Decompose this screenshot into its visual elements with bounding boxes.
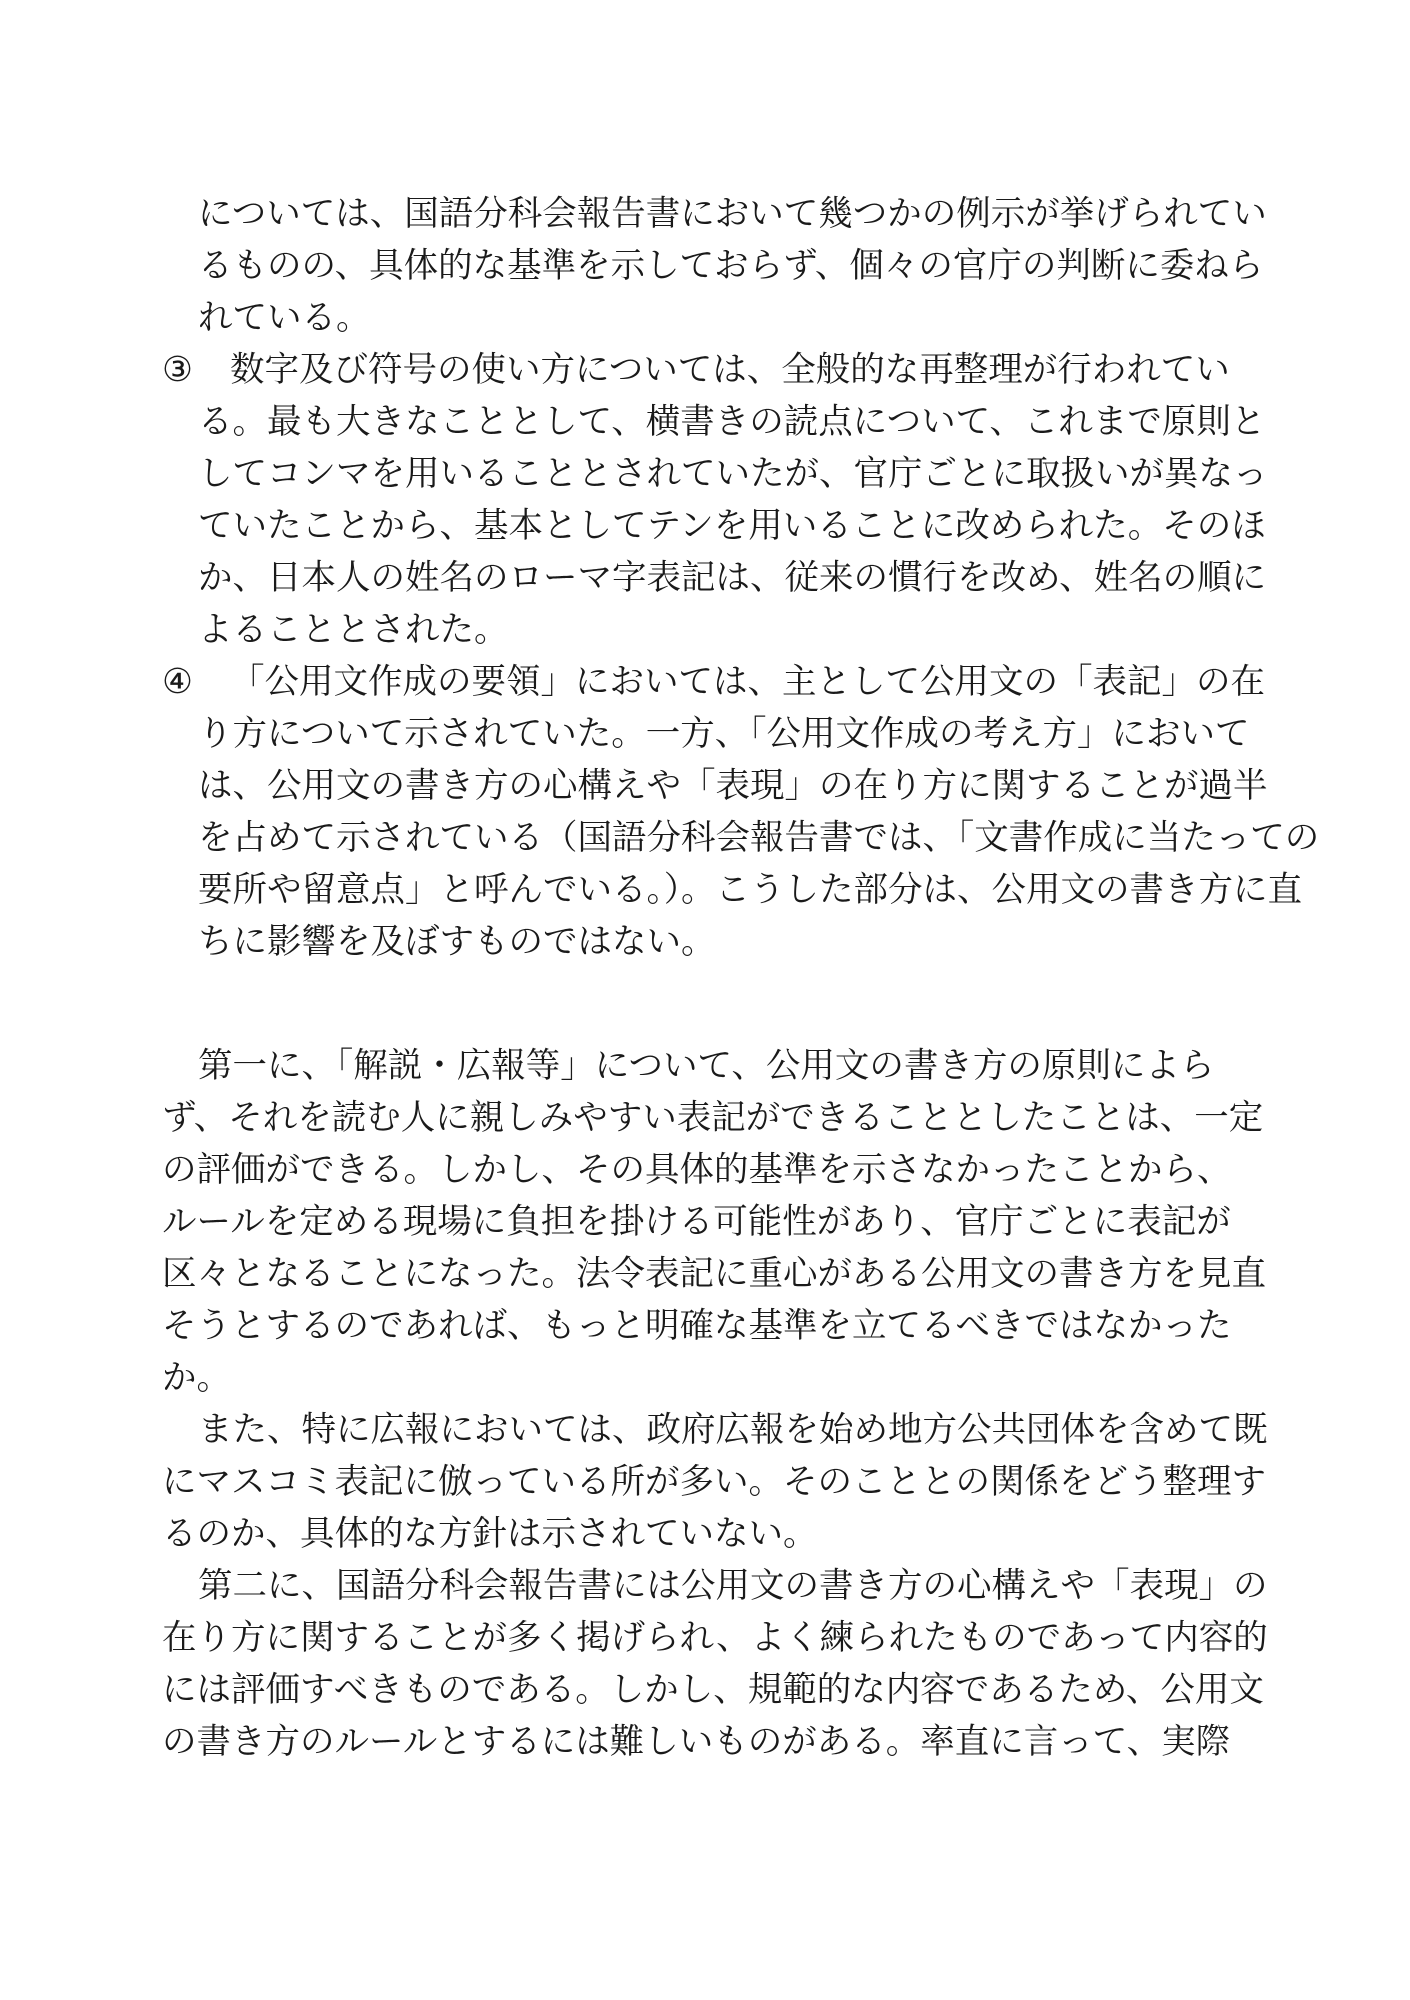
- text-line: るのか、具体的な方針は示されていない。: [162, 1514, 818, 1554]
- text-line: の書き方のルールとするには難しいものがある。率直に言って、実際: [162, 1722, 1231, 1762]
- list-marker: ④: [162, 662, 193, 702]
- text-line: には評価すべきものである。しかし、規範的な内容であるため、公用文: [162, 1670, 1264, 1710]
- text-line: れている。: [198, 298, 371, 338]
- text-line: か、日本人の姓名のローマ字表記は、従来の慣行を改め、姓名の順に: [198, 558, 1267, 598]
- text-line: にマスコミ表記に倣っている所が多い。そのこととの関係をどう整理す: [162, 1462, 1266, 1502]
- text-line: [162, 344, 1230, 396]
- text-line: そうとするのであれば、もっと明確な基準を立てるべきではなかった: [162, 1306, 1232, 1346]
- text-line: の評価ができる。しかし、その具体的基準を示さなかったことから、: [162, 1150, 1232, 1190]
- text-line: る。最も大きなこととして、横書きの読点について、これまで原則と: [198, 402, 1266, 442]
- list-marker: ③: [162, 350, 193, 390]
- text-line: を占めて示されている（国語分科会報告書では、「文書作成に当たっての: [198, 818, 1320, 858]
- text-line: 要所や留意点」と呼んでいる。）。こうした部分は、公用文の書き方に直: [198, 870, 1302, 910]
- text-line: るものの、具体的な基準を示しておらず、個々の官庁の判断に委ねら: [198, 246, 1264, 286]
- text-line: よることとされた。: [198, 610, 509, 650]
- text-line: ちに影響を及ぼすものではない。: [198, 922, 716, 962]
- text-line: ルールを定める現場に負担を掛ける可能性があり、官庁ごとに表記が: [162, 1202, 1231, 1242]
- text-segment: 数字及び符号の使い方については、全般的な再整理が行われてい: [230, 350, 1230, 390]
- text-line: か。: [162, 1358, 231, 1398]
- text-line: 第一に、「解説・広報等」について、公用文の書き方の原則によら: [198, 1046, 1215, 1086]
- text-line: り方について示されていた。一方、「公用文作成の考え方」において: [198, 714, 1250, 754]
- text-line: ていたことから、基本としてテンを用いることに改められた。そのほ: [198, 506, 1266, 546]
- text-line: については、国語分科会報告書において幾つかの例示が挙げられてい: [198, 194, 1267, 234]
- text-line: [162, 656, 1265, 708]
- text-line: 在り方に関することが多く掲げられ、よく練られたものであって内容的: [162, 1618, 1268, 1658]
- text-segment: 「公用文作成の要領」においては、主として公用文の「表記」の在: [230, 662, 1265, 702]
- text-line: してコンマを用いることとされていたが、官庁ごとに取扱いが異なっ: [198, 454, 1268, 494]
- text-line: ず、それを読む人に親しみやすい表記ができることとしたことは、一定: [162, 1098, 1264, 1138]
- text-line: 第二に、国語分科会報告書には公用文の書き方の心構えや「表現」の: [198, 1566, 1268, 1606]
- text-line: は、公用文の書き方の心構えや「表現」の在り方に関することが過半: [198, 766, 1268, 806]
- text-line: また、特に広報においては、政府広報を始め地方公共団体を含めて既: [198, 1410, 1268, 1450]
- text-line: 区々となることになった。法令表記に重心がある公用文の書き方を見直: [162, 1254, 1266, 1294]
